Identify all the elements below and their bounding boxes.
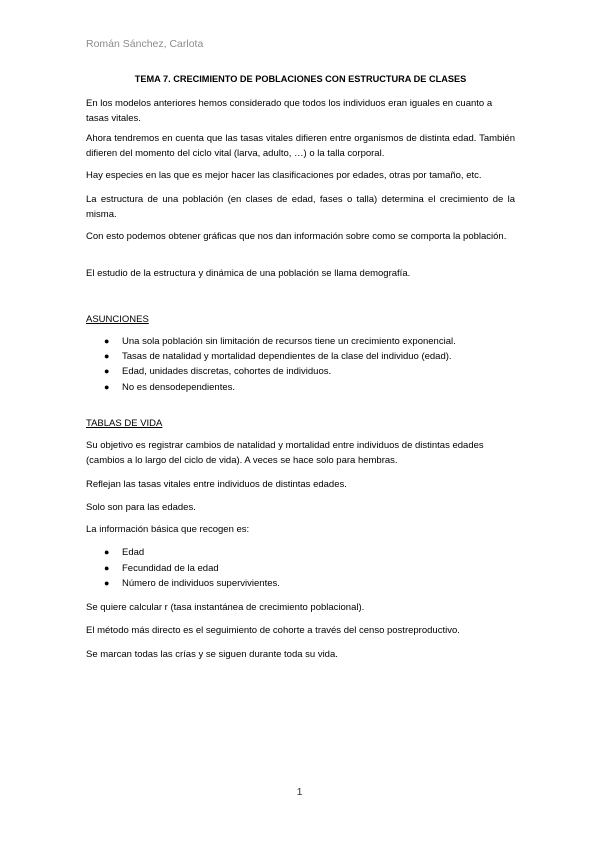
bullet-icon: ● [104, 578, 110, 588]
list-item-text: Fecundidad de la edad [122, 563, 219, 574]
list-item-text: Edad, unidades discretas, cohortes de individuos. [122, 366, 332, 377]
page-number: 1 [296, 786, 303, 798]
intro-paragraph-4: La estructura de una población (en clases de edad, fases o talla) determina el crecimiento de la misma. [86, 194, 515, 220]
list-item-text: Edad [122, 547, 145, 558]
intro-paragraph-6: El estudio de la estructura y dinámica de una población se llama demografía. [86, 268, 411, 279]
bullet-icon: ● [104, 547, 110, 557]
tablas-paragraph-1: Su objetivo es registrar cambios de natalidad y mortalidad entre individuos de distintas edades (cambios a lo largo del ciclo de vida). A veces se hace solo para hembras. [86, 440, 484, 466]
tablas-paragraph-2: Reflejan las tasas vitales entre individuos de distintas edades. [86, 479, 347, 490]
list-item-text: No es densodependientes. [122, 382, 236, 393]
list-item [104, 380, 235, 395]
tablas-paragraph-6: El método más directo es el seguimiento de cohorte a través del censo postreproductivo. [86, 625, 460, 636]
bullet-icon: ● [104, 366, 110, 376]
list-item [104, 576, 280, 591]
bullet-icon: ● [104, 351, 110, 361]
bullet-icon: ● [104, 336, 110, 346]
intro-paragraph-5: Con esto podemos obtener gráficas que nos dan información sobre como se comporta la población. [86, 231, 507, 242]
list-item [104, 334, 456, 349]
list-item [104, 349, 452, 364]
bullet-icon: ● [104, 382, 110, 392]
document-title: TEMA 7. CRECIMIENTO DE POBLACIONES CON ESTRUCTURA DE CLASES [134, 74, 467, 84]
tablas-paragraph-4: La información básica que recogen es: [86, 524, 250, 535]
list-item-text: Tasas de natalidad y mortalidad dependientes de la clase del individuo (edad). [122, 351, 452, 362]
tablas-paragraph-7: Se marcan todas las crías y se siguen durante toda su vida. [86, 649, 338, 660]
bullet-icon: ● [104, 563, 110, 573]
list-item [104, 545, 144, 560]
list-item-text: Una sola población sin limitación de recursos tiene un crecimiento exponencial. [122, 336, 456, 347]
list-item [104, 561, 219, 576]
intro-paragraph-3: Hay especies en las que es mejor hacer las clasificaciones por edades, otras por tamaño, etc. [86, 170, 482, 181]
intro-paragraph-1: En los modelos anteriores hemos considerado que todos los individuos eran iguales en cuanto a tasas vitales. [86, 98, 493, 124]
page-header-author: Román Sánchez, Carlota [86, 38, 204, 50]
list-item-text: Número de individuos supervivientes. [122, 578, 280, 589]
intro-paragraph-2: Ahora tendremos en cuenta que las tasas vitales difieren entre organismos de distinta edad. También difieren del momento del ciclo vital (larva, adulto, …) o la talla corporal. [86, 133, 515, 159]
tablas-paragraph-3: Solo son para las edades. [86, 502, 196, 513]
section-heading-tablas-de-vida: TABLAS DE VIDA [86, 418, 163, 429]
tablas-paragraph-5: Se quiere calcular r (tasa instantánea de crecimiento poblacional). [86, 602, 365, 613]
section-heading-asunciones: ASUNCIONES [86, 314, 149, 325]
list-item [104, 364, 331, 379]
